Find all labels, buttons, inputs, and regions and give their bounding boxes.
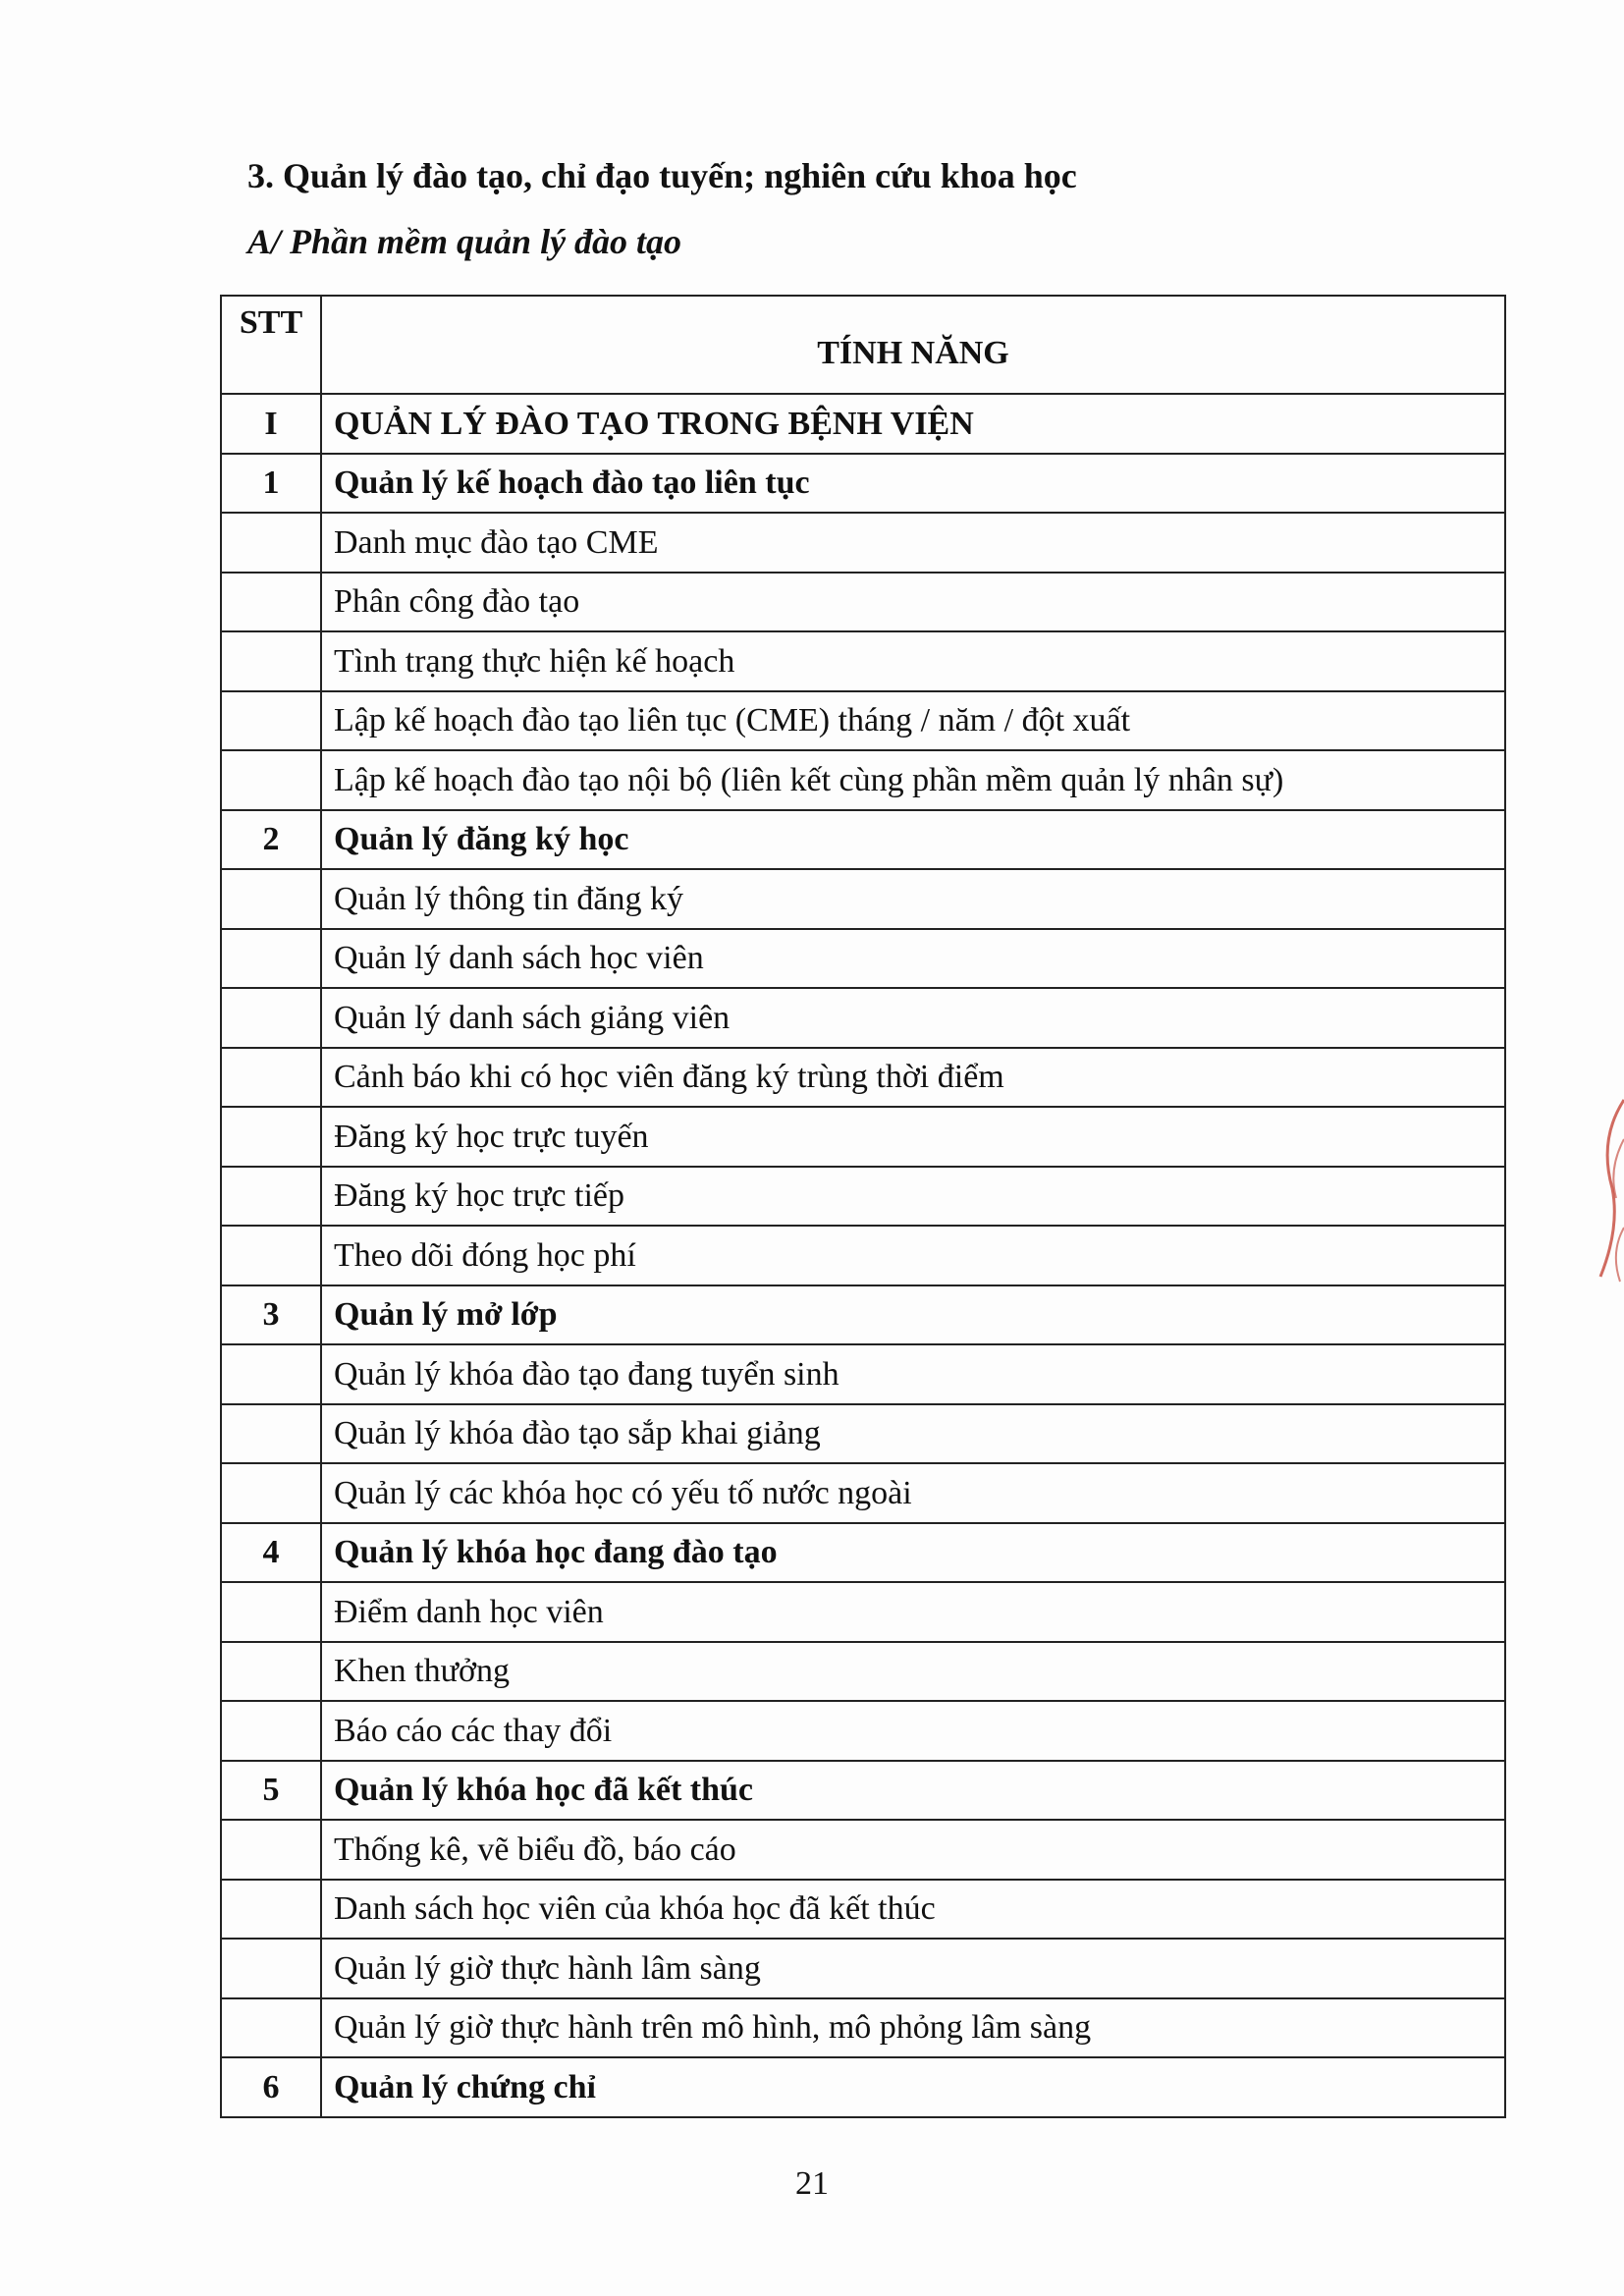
- row-stt: 3: [221, 1285, 321, 1345]
- row-feature: Đăng ký học trực tiếp: [321, 1167, 1505, 1227]
- row-stt: [221, 631, 321, 691]
- row-feature: Quản lý thông tin đăng ký: [321, 869, 1505, 929]
- row-feature: QUẢN LÝ ĐÀO TẠO TRONG BỆNH VIỆN: [321, 394, 1505, 454]
- row-feature: Quản lý đăng ký học: [321, 810, 1505, 870]
- row-feature: Theo dõi đóng học phí: [321, 1226, 1505, 1285]
- feature-table: [220, 295, 1506, 2118]
- row-stt: [221, 869, 321, 929]
- table-row: [221, 1880, 1505, 1940]
- row-feature: Tình trạng thực hiện kế hoạch: [321, 631, 1505, 691]
- row-stt: [221, 1107, 321, 1167]
- row-stt: [221, 988, 321, 1048]
- table-row: [221, 1048, 1505, 1108]
- table-row: [221, 810, 1505, 870]
- table-row: [221, 1998, 1505, 2058]
- row-stt: [221, 1344, 321, 1404]
- table-row: [221, 1761, 1505, 1821]
- row-feature: Quản lý khóa đào tạo sắp khai giảng: [321, 1404, 1505, 1464]
- row-stt: [221, 1939, 321, 1998]
- row-feature: Quản lý giờ thực hành trên mô hình, mô phỏng lâm sàng: [321, 1998, 1505, 2058]
- row-feature: Quản lý khóa đào tạo đang tuyển sinh: [321, 1344, 1505, 1404]
- table-row: [221, 1701, 1505, 1761]
- table-row: [221, 1523, 1505, 1583]
- row-stt: 5: [221, 1761, 321, 1821]
- row-feature: Quản lý danh sách học viên: [321, 929, 1505, 989]
- header-feature: TÍNH NĂNG: [321, 296, 1505, 394]
- row-feature: Khen thưởng: [321, 1642, 1505, 1702]
- table-header-row: [221, 296, 1505, 394]
- table-row: [221, 988, 1505, 1048]
- table-row: [221, 1582, 1505, 1642]
- row-stt: [221, 513, 321, 573]
- table-row: [221, 1285, 1505, 1345]
- row-stt: [221, 1880, 321, 1940]
- row-stt: [221, 691, 321, 751]
- row-stt: 2: [221, 810, 321, 870]
- table-row: [221, 573, 1505, 632]
- page-number: 21: [795, 2165, 829, 2202]
- table-row: [221, 750, 1505, 810]
- table-row: [221, 929, 1505, 989]
- table-row: [221, 1820, 1505, 1880]
- row-feature: Danh sách học viên của khóa học đã kết thúc: [321, 1880, 1505, 1940]
- row-feature: Cảnh báo khi có học viên đăng ký trùng thời điểm: [321, 1048, 1505, 1108]
- table-row: [221, 1404, 1505, 1464]
- row-feature: Lập kế hoạch đào tạo nội bộ (liên kết cùng phần mềm quản lý nhân sự): [321, 750, 1505, 810]
- row-stt: I: [221, 394, 321, 454]
- red-stamp-edge: [1591, 1080, 1624, 1306]
- table-row: [221, 1167, 1505, 1227]
- row-stt: 6: [221, 2057, 321, 2117]
- row-feature: Quản lý khóa học đang đào tạo: [321, 1523, 1505, 1583]
- table-row: [221, 869, 1505, 929]
- row-feature: Báo cáo các thay đổi: [321, 1701, 1505, 1761]
- table-row: [221, 513, 1505, 573]
- row-stt: 1: [221, 454, 321, 514]
- row-feature: Thống kê, vẽ biểu đồ, báo cáo: [321, 1820, 1505, 1880]
- row-stt: [221, 1463, 321, 1523]
- table-row: [221, 1463, 1505, 1523]
- row-feature: Phân công đào tạo: [321, 573, 1505, 632]
- row-stt: [221, 1642, 321, 1702]
- table-row: [221, 1642, 1505, 1702]
- row-stt: [221, 1820, 321, 1880]
- row-feature: Quản lý các khóa học có yếu tố nước ngoài: [321, 1463, 1505, 1523]
- table-row: [221, 2057, 1505, 2117]
- row-stt: [221, 929, 321, 989]
- row-stt: [221, 573, 321, 632]
- table-row: [221, 631, 1505, 691]
- row-stt: [221, 1404, 321, 1464]
- row-feature: Điểm danh học viên: [321, 1582, 1505, 1642]
- table-row: [221, 394, 1505, 454]
- table-row: [221, 1107, 1505, 1167]
- table-row: [221, 1226, 1505, 1285]
- row-feature: Quản lý giờ thực hành lâm sàng: [321, 1939, 1505, 1998]
- subsection-heading: A/ Phần mềm quản lý đào tạo: [247, 222, 682, 261]
- row-stt: 4: [221, 1523, 321, 1583]
- row-stt: [221, 1048, 321, 1108]
- table-row: [221, 1939, 1505, 1998]
- section-heading: 3. Quản lý đào tạo, chỉ đạo tuyến; nghiên cứu khoa học: [247, 156, 1077, 195]
- header-stt: STT: [221, 296, 321, 394]
- row-feature: Quản lý mở lớp: [321, 1285, 1505, 1345]
- row-feature: Quản lý chứng chỉ: [321, 2057, 1505, 2117]
- row-feature: Quản lý kế hoạch đào tạo liên tục: [321, 454, 1505, 514]
- table-row: [221, 691, 1505, 751]
- row-stt: [221, 1701, 321, 1761]
- row-stt: [221, 1582, 321, 1642]
- table-row: [221, 1344, 1505, 1404]
- row-feature: Danh mục đào tạo CME: [321, 513, 1505, 573]
- row-feature: Lập kế hoạch đào tạo liên tục (CME) tháng / năm / đột xuất: [321, 691, 1505, 751]
- row-feature: Quản lý khóa học đã kết thúc: [321, 1761, 1505, 1821]
- row-feature: Đăng ký học trực tuyến: [321, 1107, 1505, 1167]
- row-stt: [221, 750, 321, 810]
- row-feature: Quản lý danh sách giảng viên: [321, 988, 1505, 1048]
- row-stt: [221, 1998, 321, 2058]
- table-row: [221, 454, 1505, 514]
- row-stt: [221, 1167, 321, 1227]
- row-stt: [221, 1226, 321, 1285]
